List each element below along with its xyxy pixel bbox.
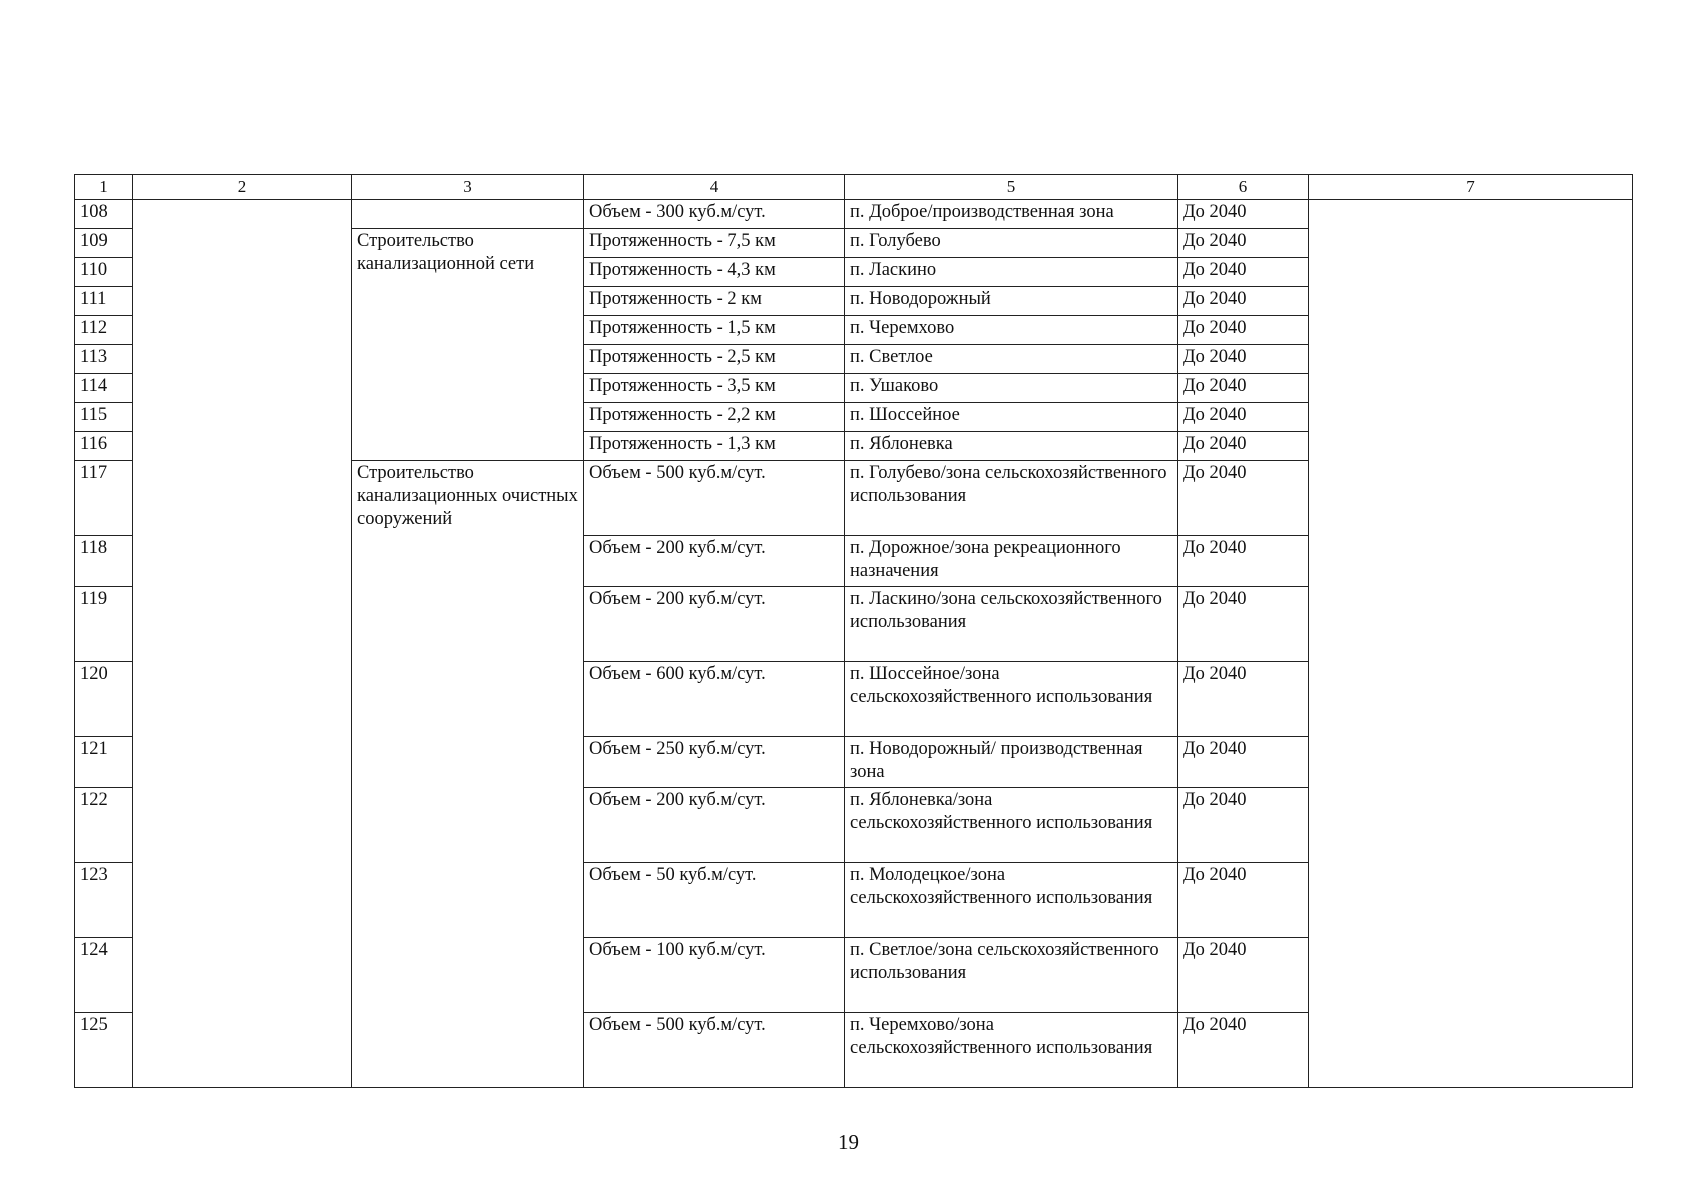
header-col-7: 7 bbox=[1309, 175, 1633, 200]
row-number: 119 bbox=[75, 587, 133, 662]
header-col-3: 3 bbox=[352, 175, 584, 200]
row-number: 120 bbox=[75, 662, 133, 737]
deadline-cell: До 2040 bbox=[1178, 432, 1309, 461]
characteristic-cell: Объем - 200 куб.м/сут. bbox=[584, 536, 845, 587]
deadline-cell: До 2040 bbox=[1178, 316, 1309, 345]
location-cell: п. Дорожное/зона рекреационного назначения bbox=[845, 536, 1178, 587]
location-cell: п. Голубево bbox=[845, 229, 1178, 258]
row-number: 121 bbox=[75, 737, 133, 788]
table-row bbox=[75, 200, 1633, 229]
row-number: 108 bbox=[75, 200, 133, 229]
deadline-cell: До 2040 bbox=[1178, 938, 1309, 1013]
header-col-4: 4 bbox=[584, 175, 845, 200]
location-cell: п. Новодорожный/ производственная зона bbox=[845, 737, 1178, 788]
deadline-cell: До 2040 bbox=[1178, 461, 1309, 536]
location-cell: п. Молодецкое/зона сельскохозяйственного использования bbox=[845, 863, 1178, 938]
characteristic-cell: Объем - 600 куб.м/сут. bbox=[584, 662, 845, 737]
location-cell: п. Черемхово/зона сельскохозяйственного использования bbox=[845, 1013, 1178, 1088]
row-number: 111 bbox=[75, 287, 133, 316]
page-number: 19 bbox=[838, 1130, 859, 1154]
deadline-cell: До 2040 bbox=[1178, 863, 1309, 938]
group-sewer-network: Строительство канализационной сети bbox=[352, 229, 584, 461]
header-col-5: 5 bbox=[845, 175, 1178, 200]
location-cell: п. Яблоневка/зона сельскохозяйственного использования bbox=[845, 788, 1178, 863]
deadline-cell: До 2040 bbox=[1178, 403, 1309, 432]
row-number: 122 bbox=[75, 788, 133, 863]
row-number: 113 bbox=[75, 345, 133, 374]
col-7-empty-cell bbox=[1309, 200, 1633, 1088]
location-cell: п. Ласкино/зона сельскохозяйственного использования bbox=[845, 587, 1178, 662]
row-number: 109 bbox=[75, 229, 133, 258]
col-3-empty-cell bbox=[352, 200, 584, 229]
deadline-cell: До 2040 bbox=[1178, 374, 1309, 403]
characteristic-cell: Объем - 200 куб.м/сут. bbox=[584, 587, 845, 662]
deadline-cell: До 2040 bbox=[1178, 662, 1309, 737]
characteristic-cell: Протяженность - 1,5 км bbox=[584, 316, 845, 345]
location-cell: п. Шоссейное/зона сельскохозяйственного использования bbox=[845, 662, 1178, 737]
characteristic-cell: Протяженность - 1,3 км bbox=[584, 432, 845, 461]
row-number: 118 bbox=[75, 536, 133, 587]
location-cell: п. Ласкино bbox=[845, 258, 1178, 287]
header-col-1: 1 bbox=[75, 175, 133, 200]
row-number: 124 bbox=[75, 938, 133, 1013]
characteristic-cell: Протяженность - 2,2 км bbox=[584, 403, 845, 432]
characteristic-cell: Объем - 500 куб.м/сут. bbox=[584, 1013, 845, 1088]
characteristic-cell: Объем - 500 куб.м/сут. bbox=[584, 461, 845, 536]
location-cell: п. Светлое/зона сельскохозяйственного использования bbox=[845, 938, 1178, 1013]
row-number: 116 bbox=[75, 432, 133, 461]
row-number: 115 bbox=[75, 403, 133, 432]
header-col-2: 2 bbox=[133, 175, 352, 200]
row-number: 110 bbox=[75, 258, 133, 287]
deadline-cell: До 2040 bbox=[1178, 200, 1309, 229]
deadline-cell: До 2040 bbox=[1178, 737, 1309, 788]
row-number: 112 bbox=[75, 316, 133, 345]
characteristic-cell: Объем - 250 куб.м/сут. bbox=[584, 737, 845, 788]
row-number: 114 bbox=[75, 374, 133, 403]
characteristic-cell: Протяженность - 2,5 км bbox=[584, 345, 845, 374]
row-number: 123 bbox=[75, 863, 133, 938]
characteristic-cell: Объем - 300 куб.м/сут. bbox=[584, 200, 845, 229]
deadline-cell: До 2040 bbox=[1178, 788, 1309, 863]
deadline-cell: До 2040 bbox=[1178, 287, 1309, 316]
location-cell: п. Голубево/зона сельскохозяйственного использования bbox=[845, 461, 1178, 536]
characteristic-cell: Объем - 50 куб.м/сут. bbox=[584, 863, 845, 938]
row-number: 125 bbox=[75, 1013, 133, 1088]
location-cell: п. Ушаково bbox=[845, 374, 1178, 403]
infrastructure-table bbox=[74, 174, 1633, 1088]
characteristic-cell: Объем - 200 куб.м/сут. bbox=[584, 788, 845, 863]
location-cell: п. Новодорожный bbox=[845, 287, 1178, 316]
table-header-row bbox=[75, 175, 1633, 200]
deadline-cell: До 2040 bbox=[1178, 587, 1309, 662]
location-cell: п. Шоссейное bbox=[845, 403, 1178, 432]
row-number: 117 bbox=[75, 461, 133, 536]
characteristic-cell: Протяженность - 4,3 км bbox=[584, 258, 845, 287]
header-col-6: 6 bbox=[1178, 175, 1309, 200]
deadline-cell: До 2040 bbox=[1178, 345, 1309, 374]
characteristic-cell: Протяженность - 2 км bbox=[584, 287, 845, 316]
deadline-cell: До 2040 bbox=[1178, 258, 1309, 287]
location-cell: п. Черемхово bbox=[845, 316, 1178, 345]
deadline-cell: До 2040 bbox=[1178, 536, 1309, 587]
characteristic-cell: Объем - 100 куб.м/сут. bbox=[584, 938, 845, 1013]
location-cell: п. Доброе/производственная зона bbox=[845, 200, 1178, 229]
location-cell: п. Светлое bbox=[845, 345, 1178, 374]
location-cell: п. Яблоневка bbox=[845, 432, 1178, 461]
group-treatment-facilities: Строительство канализационных очистных сооружений bbox=[352, 461, 584, 1088]
deadline-cell: До 2040 bbox=[1178, 229, 1309, 258]
characteristic-cell: Протяженность - 7,5 км bbox=[584, 229, 845, 258]
deadline-cell: До 2040 bbox=[1178, 1013, 1309, 1088]
characteristic-cell: Протяженность - 3,5 км bbox=[584, 374, 845, 403]
col-2-empty-cell bbox=[133, 200, 352, 1088]
